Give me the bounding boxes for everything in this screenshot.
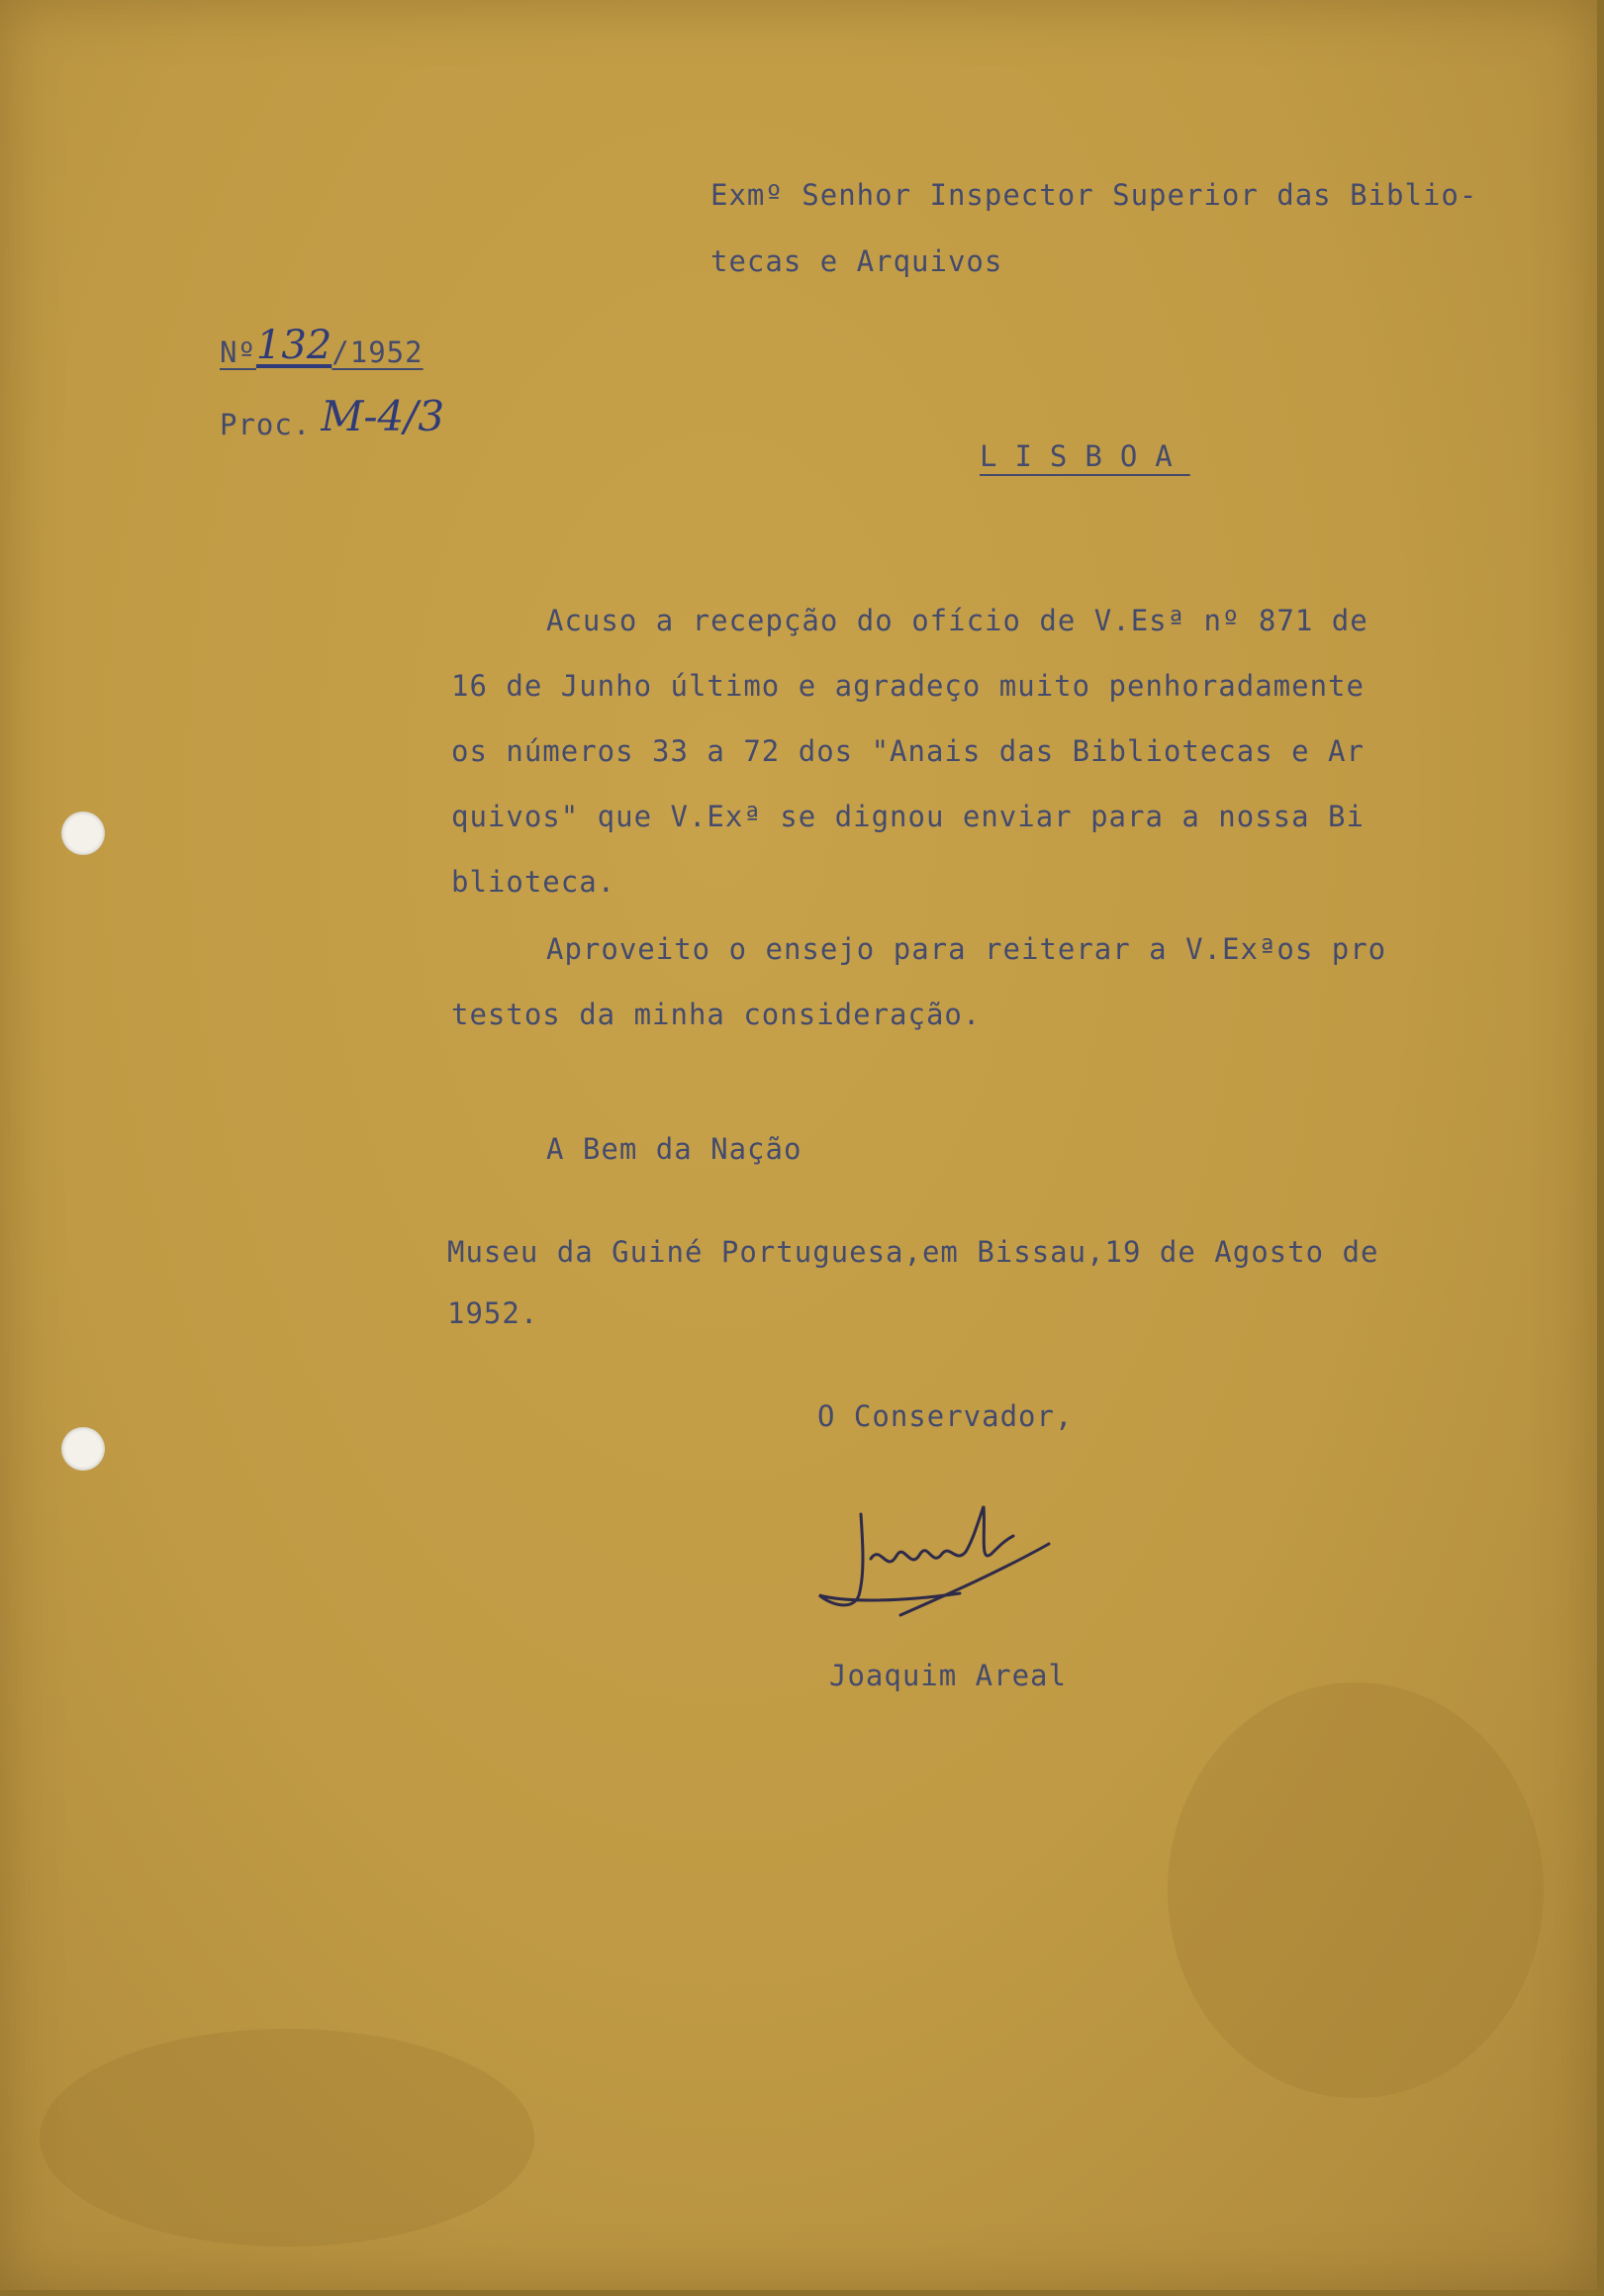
signatory-title: O Conservador, [817, 1399, 1074, 1433]
body-line: blioteca. [451, 865, 616, 899]
process-prefix: Proc. [220, 408, 312, 441]
recipient-line-1: Exmº Senhor Inspector Superior das Biblio- [710, 178, 1478, 212]
punch-hole [61, 1427, 105, 1471]
body-line: testos da minha consideração. [451, 998, 982, 1031]
body-line: Aproveito o ensejo para reiterar a V.Exªos pro [546, 932, 1387, 966]
reference-number-handwritten: 132 [255, 323, 332, 368]
reference-prefix: Nº [220, 335, 256, 369]
body-line: quivos" que V.Exª se dignou enviar para a nossa Bi [451, 800, 1365, 833]
paper-stain [1168, 1682, 1544, 2098]
reference-number [220, 323, 424, 372]
body-line: 16 de Junho último e agradeço muito penhoradamente [451, 669, 1365, 703]
reference-year: /1952 [331, 335, 424, 369]
body-line: os números 33 a 72 dos "Anais das Bibliotecas e Ar [451, 734, 1365, 768]
paper-stain [40, 2029, 534, 2247]
signatory-name: Joaquim Areal [829, 1659, 1067, 1692]
process-handwritten: M-4/3 [321, 392, 445, 440]
recipient-line-2: tecas e Arquivos [710, 244, 1003, 278]
closing-formula: A Bem da Nação [546, 1132, 802, 1166]
process-reference [220, 392, 445, 444]
punch-hole [61, 812, 105, 855]
body-line: Acuso a recepção do ofício de V.Esª nº 871 de [546, 604, 1368, 637]
place-date-line-2: 1952. [447, 1296, 539, 1330]
city-heading: LISBOA [980, 439, 1190, 473]
place-date-line-1: Museu da Guiné Portuguesa,em Bissau,19 de Agosto de [447, 1235, 1379, 1269]
handwritten-signature [802, 1484, 1079, 1643]
